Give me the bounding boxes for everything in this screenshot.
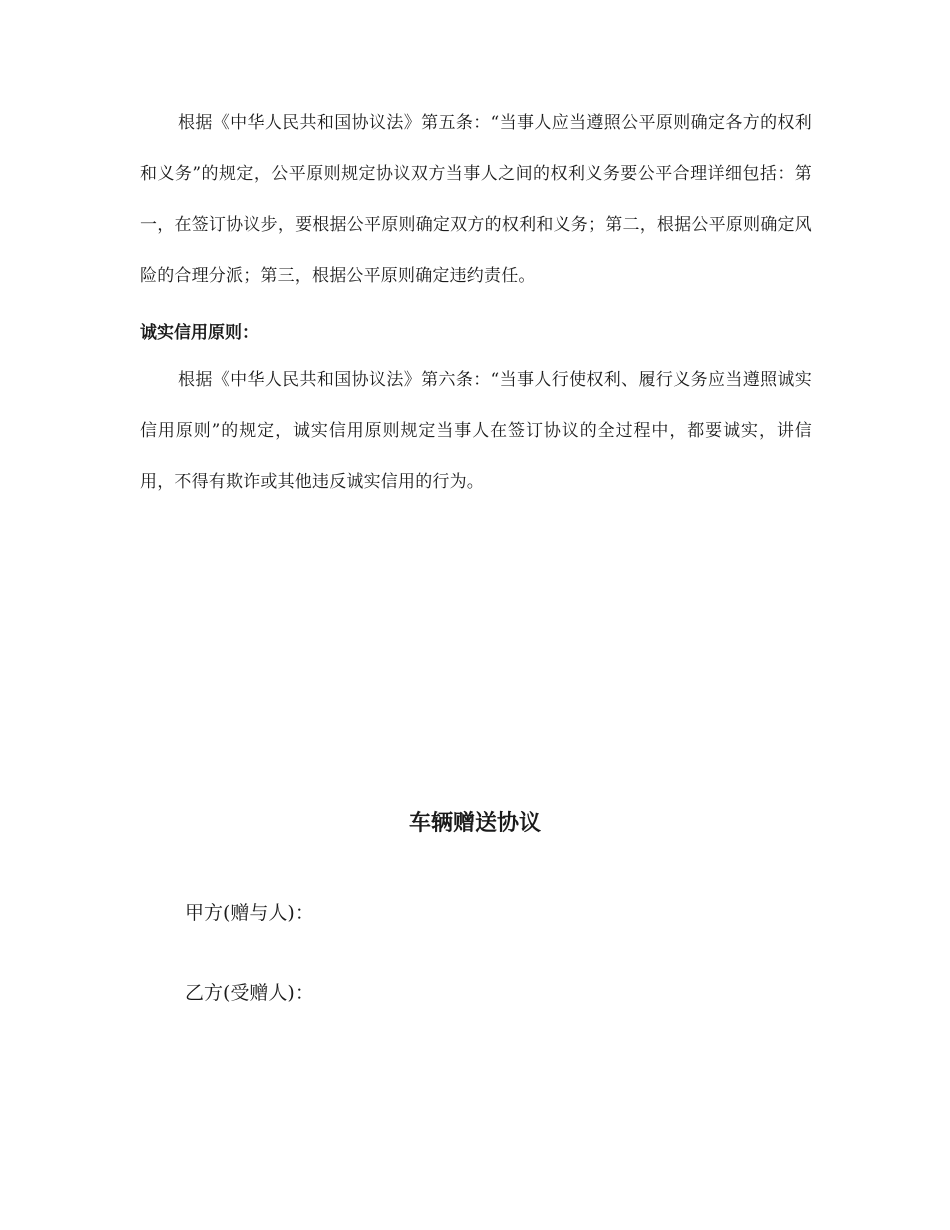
party-b-label: 乙方(受赠人)： bbox=[185, 982, 314, 1004]
fairness-principle-paragraph: 根据《中华人民共和国协议法》第五条：“当事人应当遵照公平原则确定各方的权利和义务”的规定，公平原则规定协议双方当事人之间的权利义务要公平合理详细包括：第一，在签订协议步，要根据公平原则确定双方的权利和义务；第二，根据公平原则确定风险的合理分派；第三，根据公平原则确定违约责任。 bbox=[140, 113, 812, 286]
party-a-label: 甲方(赠与人)： bbox=[185, 902, 314, 924]
good-faith-heading: 诚实信用原则： bbox=[140, 323, 259, 343]
agreement-title: 车辆赠送协议 bbox=[408, 811, 541, 836]
good-faith-paragraph: 根据《中华人民共和国协议法》第六条：“当事人行使权利、履行义务应当遵照诚实信用原则”的规定，诚实信用原则规定当事人在签订协议的全过程中，都要诚实，讲信用，不得有欺诈或其他违反诚实信用的行为。 bbox=[140, 370, 812, 492]
